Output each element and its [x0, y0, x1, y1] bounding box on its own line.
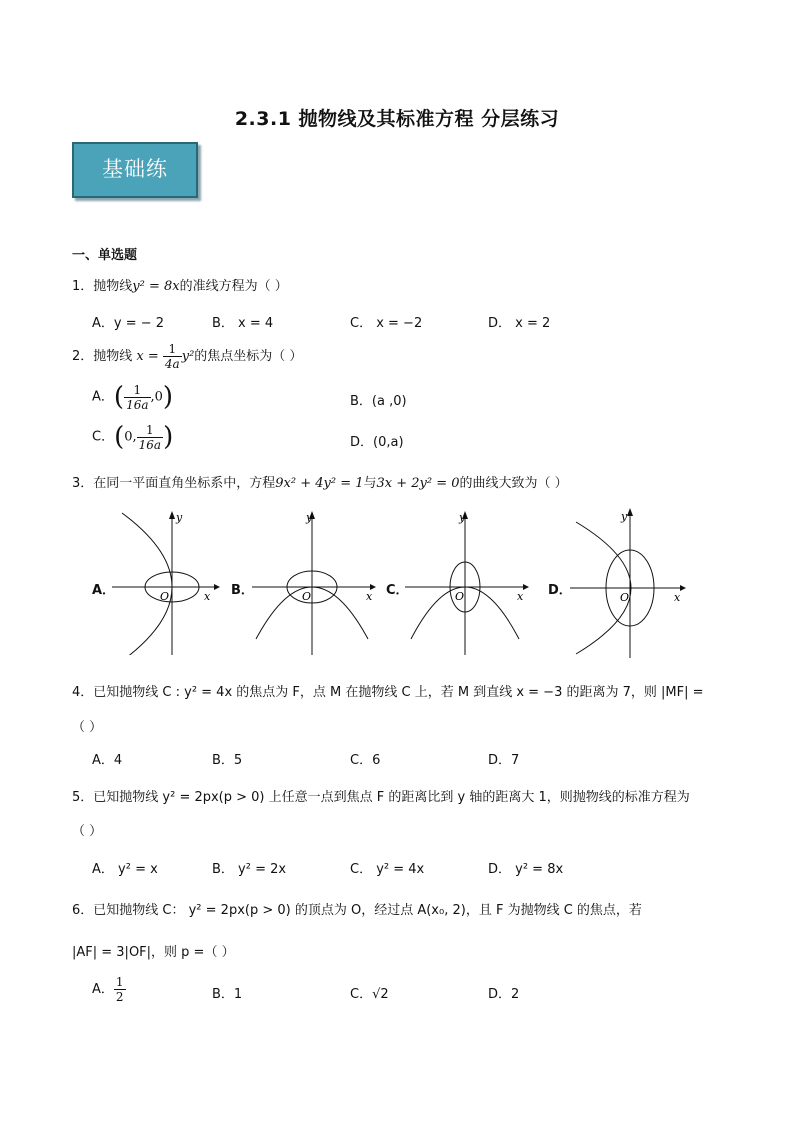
q4-option-d[interactable]: D．7 [488, 753, 520, 768]
q3-figure-b-label[interactable]: B． [231, 583, 254, 598]
q6-opt-a-label: A． [92, 982, 114, 997]
q3-d-origin: O [620, 591, 630, 604]
q2-opt-c-den: 16a [138, 437, 162, 452]
q2-option-c[interactable]: C．(0, $\frac{1}{16a}$ ) [92, 422, 174, 452]
q5-option-c[interactable]: C． y² = 4x [350, 862, 425, 877]
q6-option-c[interactable]: C．√2 [350, 987, 389, 1002]
q2-eq-lhs: x = [136, 349, 159, 364]
question-6-line-2: |AF| = 3|OF|，则 p =（ ） [72, 945, 235, 960]
q2-opt-c-head: 0, [124, 429, 137, 445]
q3-eq2: 3x + 2y² = 0 [376, 476, 460, 491]
question-3 [72, 472, 568, 491]
question-5-line-2: （ ） [72, 824, 103, 839]
q5-option-d[interactable]: D． y² = 8x [488, 862, 564, 877]
q2-fraction [163, 342, 182, 371]
q3-b-origin: O [302, 590, 312, 603]
q2-opt-c-num: 1 [137, 423, 163, 438]
q6-opt-a-num: 1 [115, 975, 124, 989]
q4-option-c[interactable]: C．6 [350, 753, 381, 768]
q1-option-c[interactable]: C． x = −2 [350, 316, 423, 331]
q5-option-b[interactable]: B． y² = 2x [212, 862, 287, 877]
q3-a-y-label: y [176, 511, 183, 524]
q3-d-x-label: x [674, 591, 681, 604]
question-5-line-1: 5．已知抛物线 y² = 2px(p > 0) 上任意一点到焦点 F 的距离比到 y 轴的距离大 1，则抛物线的标准方程为 [72, 790, 690, 805]
q2-option-d[interactable]: D．(0,a) [350, 435, 404, 450]
q2-stem-post: 的焦点坐标为（ ） [194, 349, 303, 364]
q2-opt-a-num: 1 [124, 383, 150, 398]
question-1 [72, 275, 288, 294]
q3-figure-c[interactable] [405, 505, 535, 655]
q3-d-y-label: y [621, 510, 628, 523]
q6-option-b[interactable]: B．1 [212, 987, 243, 1002]
q3-mid: 与 [363, 476, 377, 491]
q3-c-y-label: y [459, 511, 466, 524]
q3-figure-b[interactable] [252, 505, 382, 655]
q3-c-origin: O [455, 590, 465, 603]
q2-opt-a-tail: ,0 [150, 389, 163, 405]
q2-stem-pre: 2．抛物线 [72, 349, 133, 364]
question-6-line-1: 6．已知抛物线 C： y² = 2px(p > 0) 的顶点为 O，经过点 A(x₀, 2)，且 F 为抛物线 C 的焦点，若 [72, 903, 642, 918]
q1-option-a[interactable]: A．y = − 2 [92, 316, 165, 331]
q3-figure-a[interactable] [112, 505, 222, 655]
q3-figure-d[interactable] [570, 508, 690, 658]
q3-b-y-label: y [306, 511, 313, 524]
q2-opt-c-label: C． [92, 429, 115, 445]
q2-frac-num: 1 [163, 342, 182, 357]
q3-c-x-label: x [517, 590, 524, 603]
question-2 [72, 342, 302, 371]
q3-a-origin: O [160, 590, 170, 603]
q6-opt-a-den: 2 [115, 990, 124, 1004]
q4-option-a[interactable]: A．4 [92, 753, 123, 768]
section-badge: 基础练 [72, 142, 198, 198]
q3-stem-pre: 3．在同一平面直角坐标系中，方程 [72, 476, 276, 491]
q3-eq1: 9x² + 4y² = 1 [275, 476, 364, 491]
q3-stem-post: 的曲线大致为（ ） [459, 476, 568, 491]
section-heading: 一、单选题 [72, 248, 138, 263]
page-title: 2.3.1 抛物线及其标准方程 分层练习 [234, 108, 560, 130]
q1-option-d[interactable]: D． x = 2 [488, 316, 551, 331]
q2-eq-tail: y² [181, 349, 195, 364]
q2-frac-den: 4a [164, 357, 180, 371]
q1-stem-post: 的准线方程为（ ） [179, 279, 288, 294]
q6-option-a[interactable] [92, 975, 126, 1004]
q1-stem-pre: 1．抛物线 [72, 279, 133, 294]
q2-opt-a-den: 16a [126, 397, 149, 412]
q3-figure-d-label[interactable]: D． [548, 583, 572, 598]
question-4-line-1: 4．已知抛物线 C : y² = 4x 的焦点为 F，点 M 在抛物线 C 上，若 M 到直线 x = −3 的距离为 7，则 |MF| = [72, 685, 704, 700]
q3-figure-c-label[interactable]: C． [386, 583, 409, 598]
q3-b-x-label: x [366, 590, 373, 603]
q1-option-b[interactable]: B． x = 4 [212, 316, 274, 331]
q2-option-b[interactable]: B．(a ,0) [350, 394, 407, 409]
q2-opt-a-label: A． [92, 389, 114, 405]
q4-option-b[interactable]: B．5 [212, 753, 243, 768]
q2-option-a[interactable]: A．( $\frac{1}{16a}$ ,0) [92, 382, 174, 412]
q5-option-a[interactable]: A． y² = x [92, 862, 158, 877]
q6-option-d[interactable]: D．2 [488, 987, 520, 1002]
question-4-line-2: （ ） [72, 720, 103, 735]
q3-figure-a-label[interactable]: A． [92, 583, 116, 598]
q3-a-x-label: x [204, 590, 211, 603]
q1-equation: y² = 8x [132, 279, 180, 294]
